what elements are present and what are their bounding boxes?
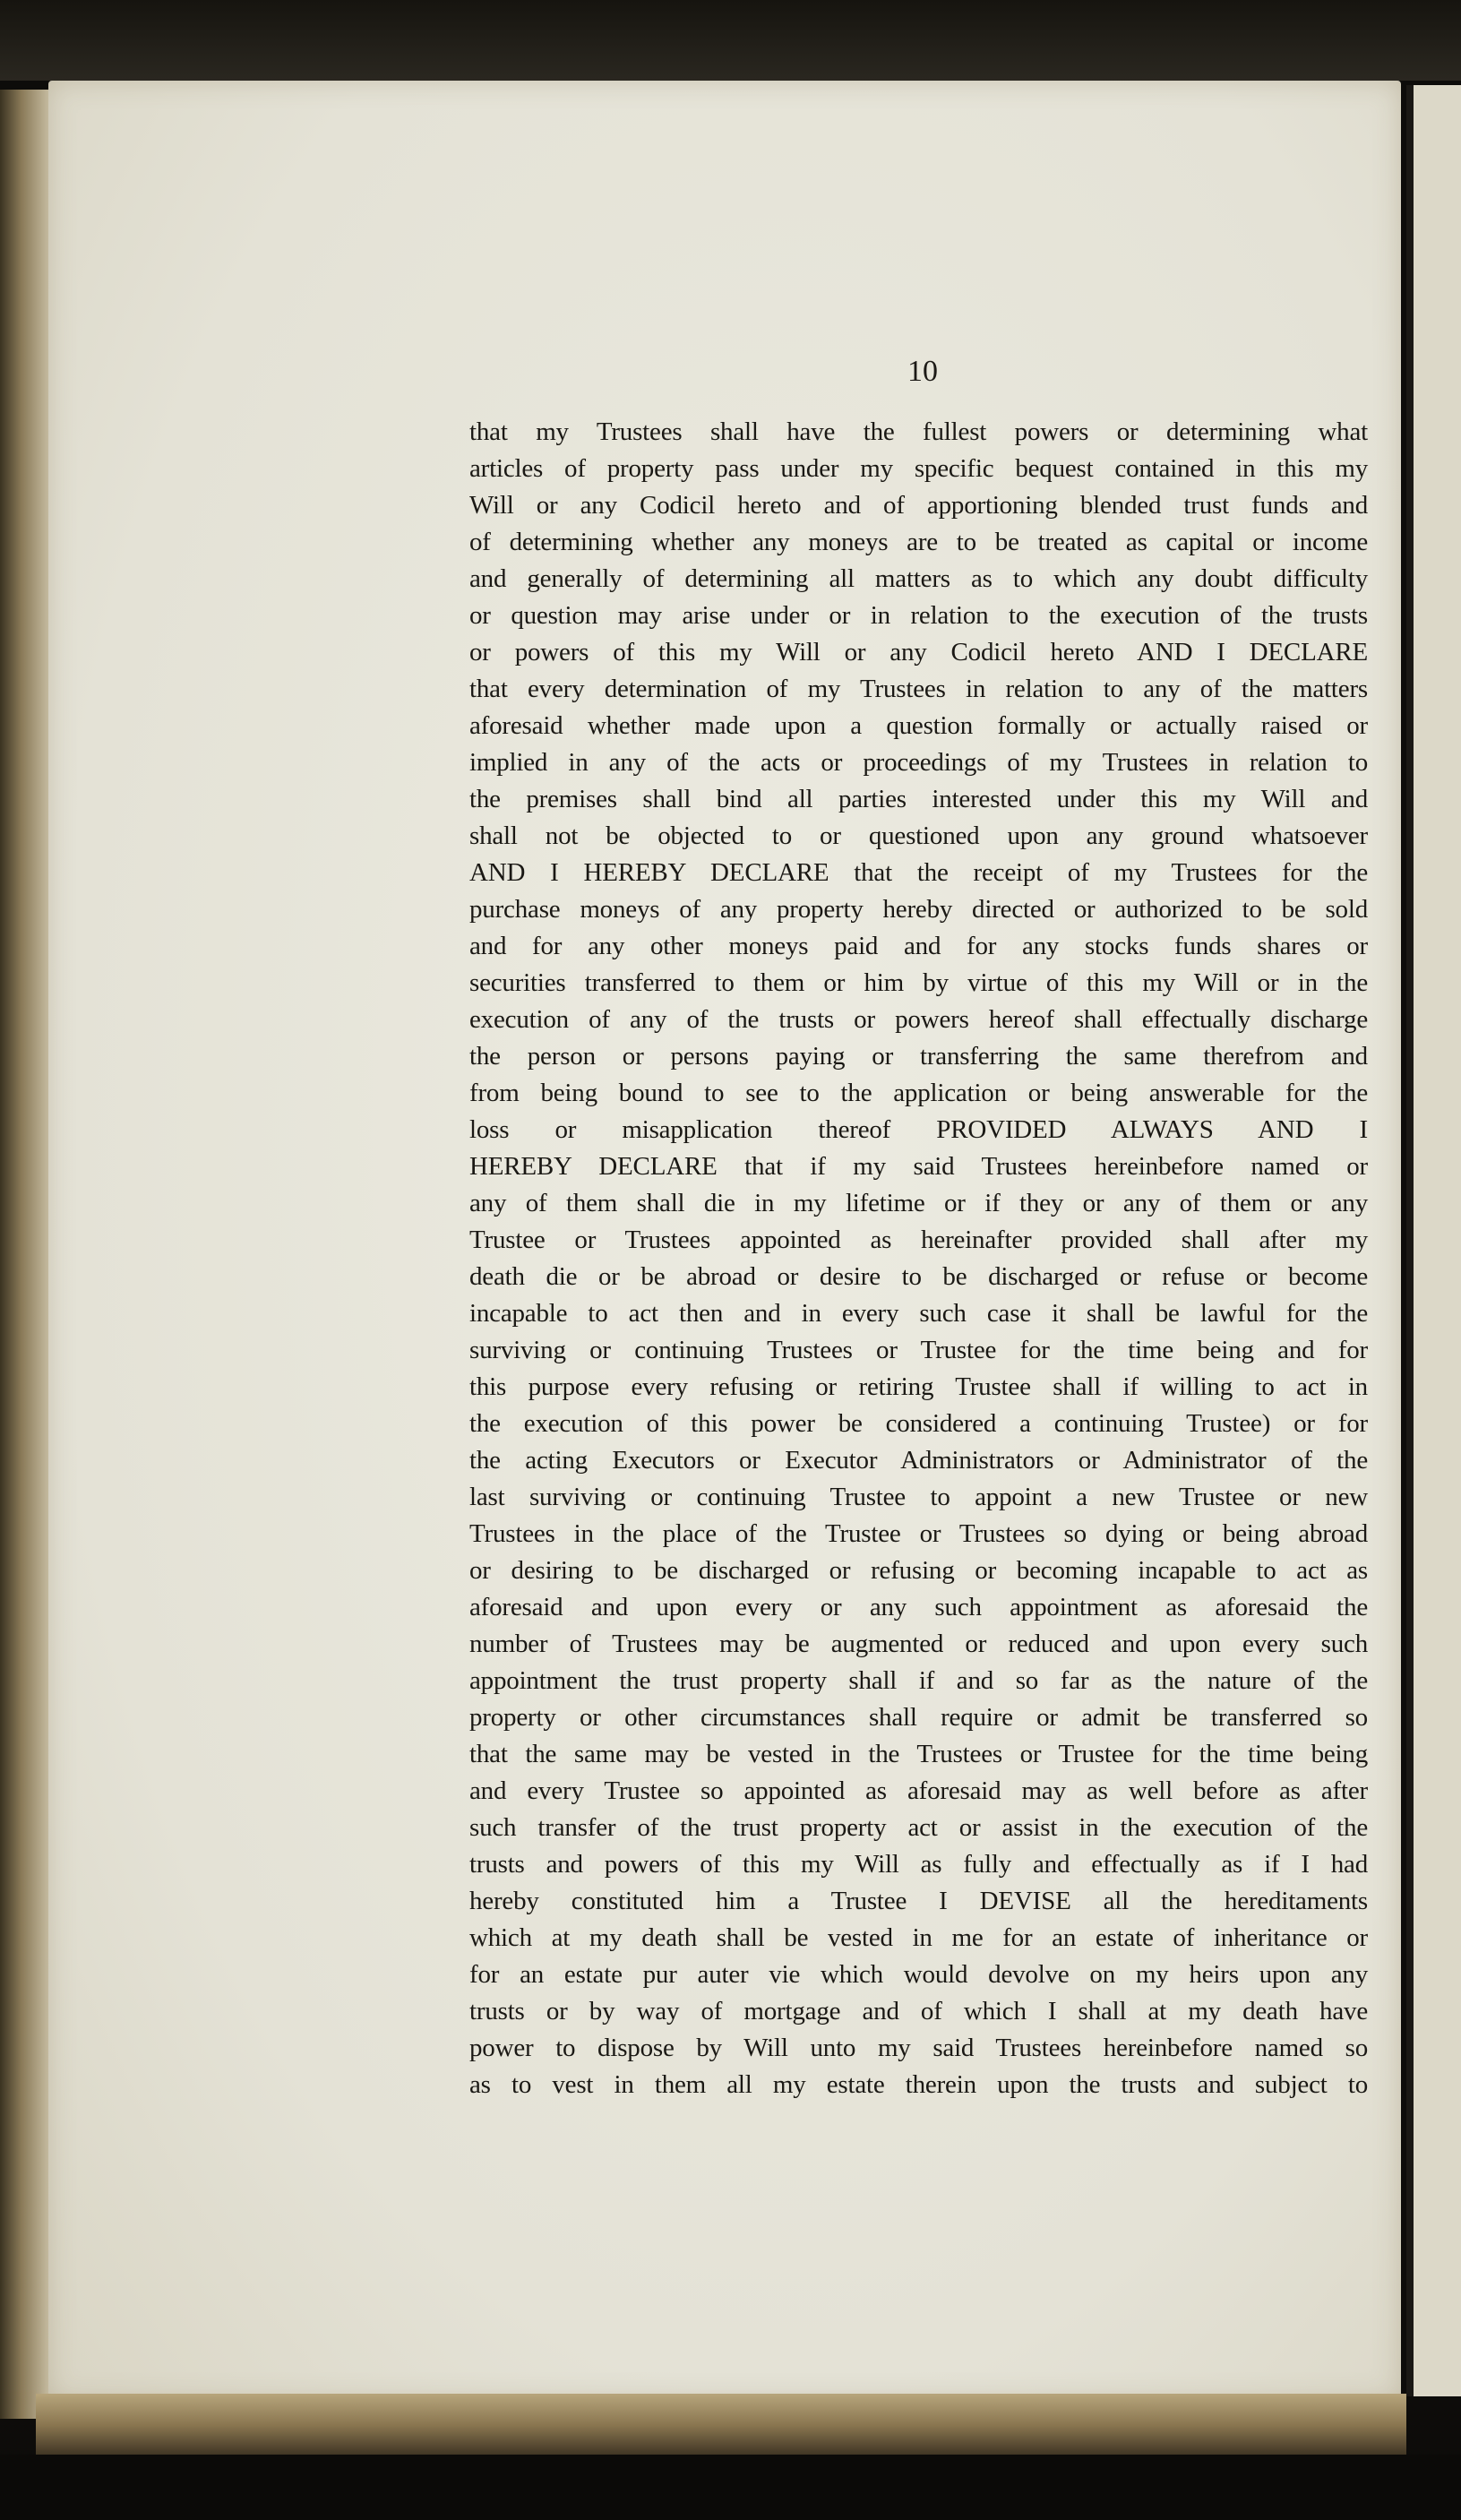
text-line: trusts or by way of mortgage and of which I shall at my death have <box>469 1997 1368 2025</box>
text-line: shall not be objected to or questioned upon any ground whatsoever <box>469 821 1368 850</box>
text-line: power to dispose by Will unto my said Trustees hereinbefore named so <box>469 2034 1368 2062</box>
body-text <box>469 414 1368 2103</box>
text-line: incapable to act then and in every such case it shall be lawful for the <box>469 1299 1368 1328</box>
text-line: aforesaid whether made upon a question formally or actually raised or <box>469 711 1368 740</box>
text-line: loss or misapplication thereof PROVIDED ALWAYS AND I <box>469 1115 1368 1144</box>
page-number: 10 <box>907 355 938 388</box>
text-line: last surviving or continuing Trustee to appoint a new Trustee or new <box>469 1483 1368 1511</box>
adjacent-page-edge <box>1406 85 1461 2396</box>
text-line: for an estate pur auter vie which would devolve on my heirs upon any <box>469 1960 1368 1989</box>
text-line: and generally of determining all matters as to which any doubt difficulty <box>469 564 1368 593</box>
text-line: number of Trustees may be augmented or reduced and upon every such <box>469 1630 1368 1658</box>
text-line: aforesaid and upon every or any such appointment as aforesaid the <box>469 1593 1368 1621</box>
page-stack-bottom-edge <box>36 2394 1406 2456</box>
text-line: which at my death shall be vested in me for an estate of inheritance or <box>469 1923 1368 1952</box>
scan-background-top <box>0 0 1461 81</box>
text-line: that my Trustees shall have the fullest powers or determining what <box>469 417 1368 446</box>
text-line: execution of any of the trusts or powers hereof shall effectually discharge <box>469 1005 1368 1034</box>
text-line: AND I HEREBY DECLARE that the receipt of my Trustees for the <box>469 858 1368 887</box>
book-binding-edge <box>0 90 54 2419</box>
text-line: and every Trustee so appointed as aforesaid may as well before as after <box>469 1776 1368 1805</box>
text-line: purchase moneys of any property hereby directed or authorized to be sold <box>469 895 1368 924</box>
text-line: surviving or continuing Trustees or Trustee for the time being and for <box>469 1336 1368 1364</box>
text-line: or powers of this my Will or any Codicil hereto AND I DECLARE <box>469 638 1368 667</box>
text-line: such transfer of the trust property act or assist in the execution of the <box>469 1813 1368 1842</box>
text-line: articles of property pass under my specific bequest contained in this my <box>469 454 1368 483</box>
text-line: securities transferred to them or him by virtue of this my Will or in the <box>469 968 1368 997</box>
text-line: the execution of this power be considered a continuing Trustee) or for <box>469 1409 1368 1438</box>
text-line: the person or persons paying or transferring the same therefrom and <box>469 1042 1368 1071</box>
text-line: property or other circumstances shall require or admit be transferred so <box>469 1703 1368 1732</box>
text-line: Trustee or Trustees appointed as hereinafter provided shall after my <box>469 1226 1368 1254</box>
text-line: as to vest in them all my estate therein upon the trusts and subject to <box>469 2070 1368 2099</box>
text-line: trusts and powers of this my Will as fully and effectually as if I had <box>469 1850 1368 1879</box>
scan-background-bottom <box>0 2455 1461 2520</box>
text-line: the acting Executors or Executor Administrators or Administrator of the <box>469 1446 1368 1475</box>
text-line: the premises shall bind all parties interested under this my Will and <box>469 785 1368 813</box>
text-line: from being bound to see to the application or being answerable for the <box>469 1079 1368 1107</box>
text-line: hereby constituted him a Trustee I DEVISE all the hereditaments <box>469 1887 1368 1915</box>
text-line: HEREBY DECLARE that if my said Trustees hereinbefore named or <box>469 1152 1368 1181</box>
text-line: Will or any Codicil hereto and of apportioning blended trust funds and <box>469 491 1368 520</box>
text-line: that every determination of my Trustees in relation to any of the matters <box>469 675 1368 703</box>
text-line: or desiring to be discharged or refusing or becoming incapable to act as <box>469 1556 1368 1585</box>
text-line: and for any other moneys paid and for any stocks funds shares or <box>469 932 1368 960</box>
text-line: of determining whether any moneys are to be treated as capital or income <box>469 528 1368 556</box>
text-line: that the same may be vested in the Trustees or Trustee for the time being <box>469 1740 1368 1768</box>
text-line: implied in any of the acts or proceedings of my Trustees in relation to <box>469 748 1368 777</box>
text-line: appointment the trust property shall if and so far as the nature of the <box>469 1666 1368 1695</box>
text-line: Trustees in the place of the Trustee or Trustees so dying or being abroad <box>469 1519 1368 1548</box>
text-line: death die or be abroad or desire to be discharged or refuse or become <box>469 1262 1368 1291</box>
text-line: any of them shall die in my lifetime or if they or any of them or any <box>469 1189 1368 1217</box>
text-line: or question may arise under or in relation to the execution of the trusts <box>469 601 1368 630</box>
text-line: this purpose every refusing or retiring Trustee shall if willing to act in <box>469 1372 1368 1401</box>
